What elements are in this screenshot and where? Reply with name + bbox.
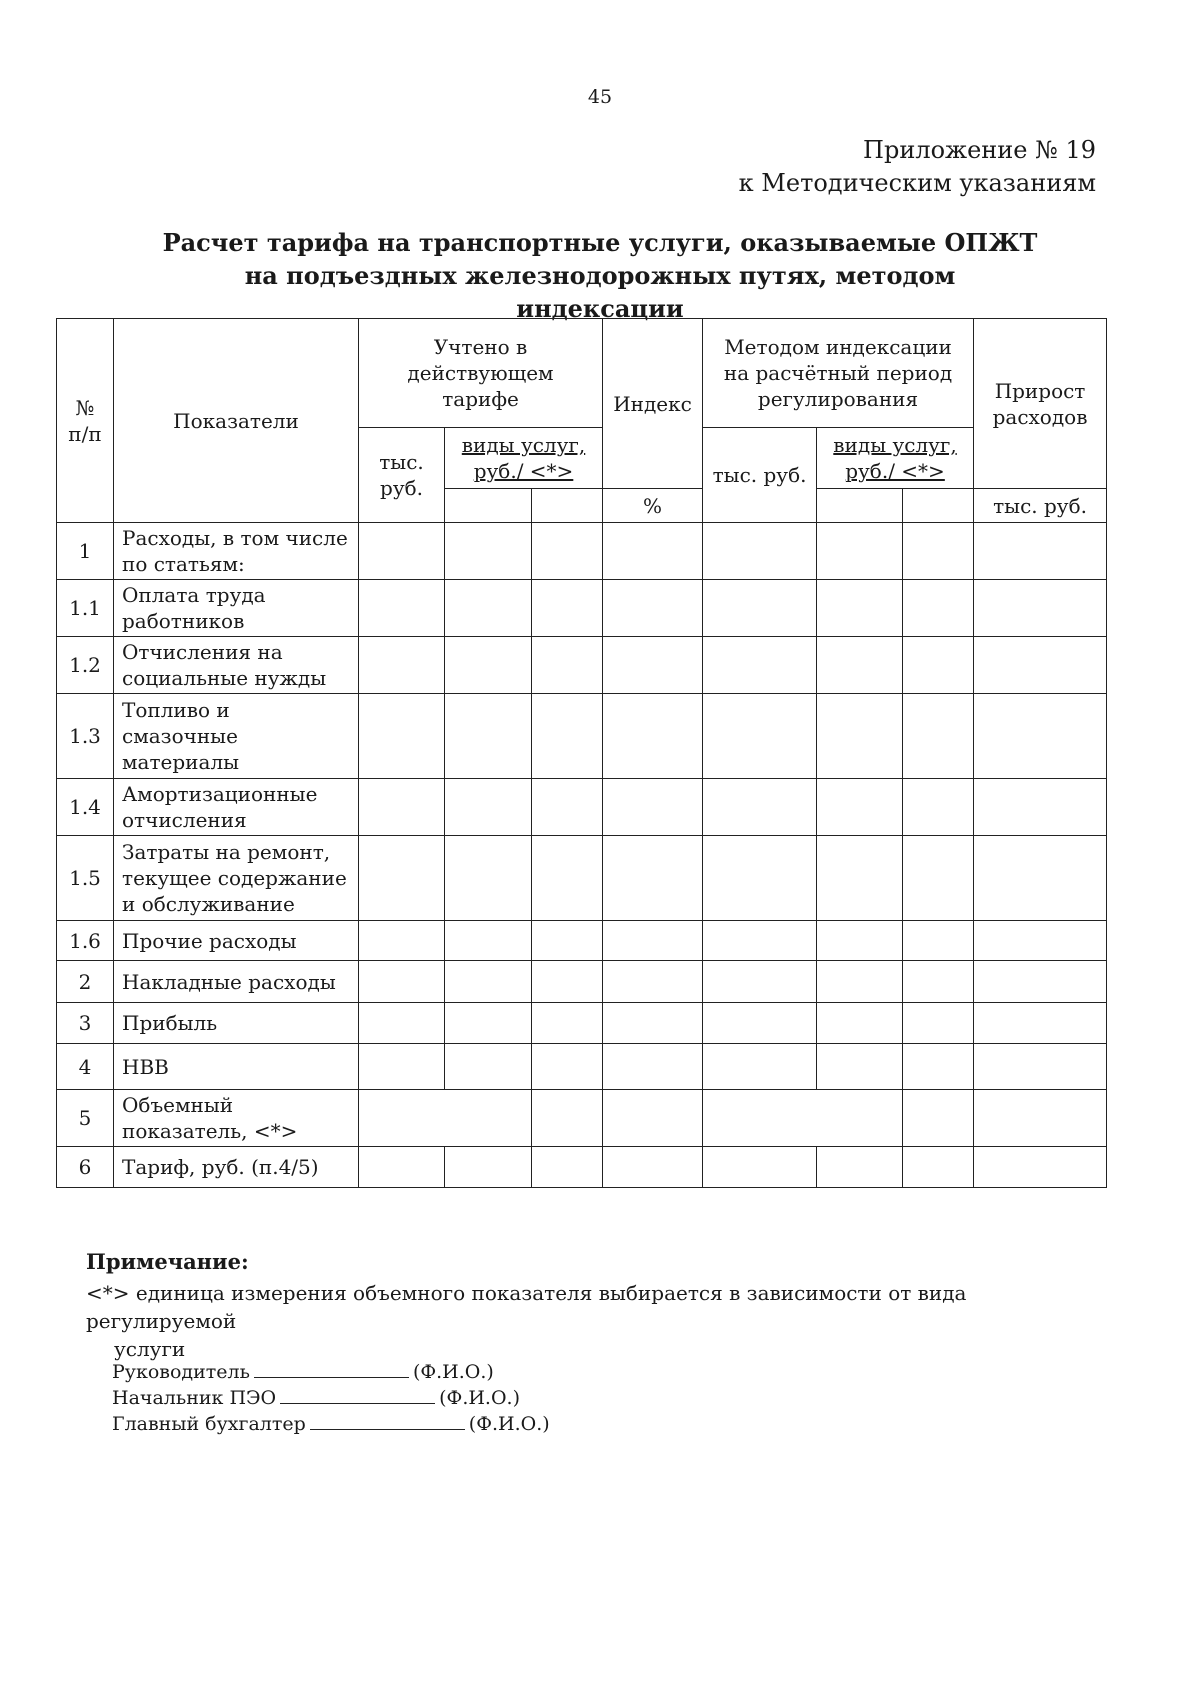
row-number: 1.3 [57, 694, 114, 779]
row-number: 1.1 [57, 580, 114, 637]
table-row [57, 637, 1107, 694]
appendix-line-2: к Методическим указаниям [738, 169, 1096, 197]
table-row [57, 1003, 1107, 1044]
header-indexation-service-types: виды услуг, руб./ <*> [817, 428, 974, 489]
row-indicator: Амортизационные отчисления [114, 779, 359, 836]
table-row [57, 836, 1107, 921]
signature-line [254, 1359, 409, 1378]
row-number: 5 [57, 1090, 114, 1147]
table-row [57, 921, 1107, 961]
row-number: 4 [57, 1044, 114, 1090]
signatures-block [112, 1359, 550, 1437]
signature-row-accountant [112, 1411, 550, 1437]
page-number: 45 [587, 86, 613, 108]
note-text-line-2: услуги [114, 1337, 186, 1361]
row-indicator: Отчисления на социальные нужды [114, 637, 359, 694]
header-indexation-method: Методом индексации на расчётный период регулирования [703, 319, 974, 428]
signature-fio: (Ф.И.О.) [412, 1361, 494, 1383]
row-indicator: Оплата труда работников [114, 580, 359, 637]
header-indexation-service-type-1 [817, 489, 903, 523]
table-row [57, 1147, 1107, 1188]
row-number: 2 [57, 961, 114, 1003]
signature-role: Руководитель [112, 1361, 250, 1383]
row-number: 6 [57, 1147, 114, 1188]
row-indicator: Накладные расходы [114, 961, 359, 1003]
header-accounted-service-types: виды услуг, руб./ <*> [445, 428, 603, 489]
note-text-line-1: <*> единица измерения объемного показателя выбирается в зависимости от вида регулируемой [86, 1281, 967, 1333]
header-accounted-thousand-rub: тыс. руб. [359, 428, 445, 523]
row-indicator: Объемный показатель, <*> [114, 1090, 359, 1147]
row-number: 1.2 [57, 637, 114, 694]
row-indicator: Тариф, руб. (п.4/5) [114, 1147, 359, 1188]
document-title: Расчет тарифа на транспортные услуги, оказываемые ОПЖТ на подъездных железнодорожных путях, методом индексации [162, 228, 1038, 323]
table-row [57, 580, 1107, 637]
row-number: 1.4 [57, 779, 114, 836]
signature-fio: (Ф.И.О.) [468, 1413, 550, 1435]
signature-line [310, 1411, 465, 1430]
signature-row-peo [112, 1385, 550, 1411]
table-row [57, 1090, 1107, 1147]
row-indicator: Расходы, в том числе по статьям: [114, 523, 359, 580]
header-cost-growth: Прирост расходов [974, 319, 1107, 489]
header-index-percent: % [603, 489, 703, 523]
tariff-table [56, 318, 1107, 1188]
signature-line [280, 1385, 435, 1404]
row-indicator: Топливо и смазочные материалы [114, 694, 359, 779]
signature-row-head [112, 1359, 550, 1385]
table-row [57, 1044, 1107, 1090]
row-indicator: Затраты на ремонт, текущее содержание и обслуживание [114, 836, 359, 921]
row-number: 1.6 [57, 921, 114, 961]
table-row [57, 779, 1107, 836]
row-number: 1.5 [57, 836, 114, 921]
note-title: Примечание: [86, 1249, 249, 1274]
appendix-line-1: Приложение № 19 [863, 136, 1096, 164]
table-row [57, 694, 1107, 779]
header-indexation-service-type-2 [903, 489, 974, 523]
header-accounted-in-tariff: Учтено в действующем тарифе [359, 319, 603, 428]
table-row [57, 961, 1107, 1003]
row-indicator: Прочие расходы [114, 921, 359, 961]
appendix-reference [739, 134, 1096, 200]
header-growth-thousand-rub: тыс. руб. [974, 489, 1107, 523]
header-indicators: Показатели [114, 319, 359, 523]
header-indexation-thousand-rub: тыс. руб. [703, 428, 817, 523]
row-indicator: НВВ [114, 1044, 359, 1090]
header-accounted-service-type-1 [445, 489, 532, 523]
table-row [57, 523, 1107, 580]
signature-fio: (Ф.И.О.) [439, 1387, 521, 1409]
row-number: 1 [57, 523, 114, 580]
header-number: № п/п [57, 319, 114, 523]
signature-role: Главный бухгалтер [112, 1413, 306, 1435]
header-accounted-service-type-2 [532, 489, 603, 523]
signature-role: Начальник ПЭО [112, 1387, 277, 1409]
note-text [86, 1279, 1096, 1363]
header-index: Индекс [603, 319, 703, 489]
row-number: 3 [57, 1003, 114, 1044]
row-indicator: Прибыль [114, 1003, 359, 1044]
